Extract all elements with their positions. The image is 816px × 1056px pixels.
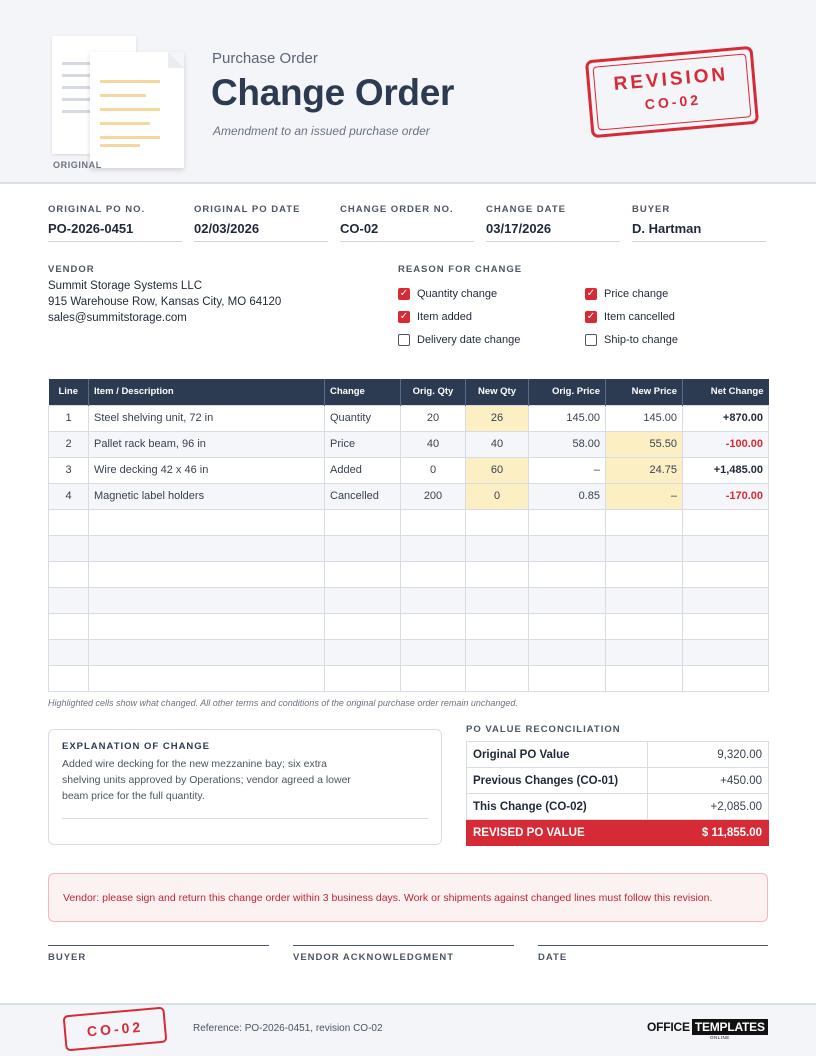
- explanation-divider: [62, 818, 428, 819]
- empty-cell[interactable]: [529, 509, 606, 535]
- reason-option-label: Quantity change: [417, 288, 498, 300]
- empty-cell[interactable]: [529, 613, 606, 639]
- field-value[interactable]: 02/03/2026: [194, 221, 328, 242]
- cell-orig-qty: 40: [401, 431, 466, 457]
- empty-cell[interactable]: [683, 587, 769, 613]
- column-header-change: Change: [325, 379, 401, 405]
- table-row[interactable]: [49, 405, 769, 431]
- vendor-address: 915 Warehouse Row, Kansas City, MO 64120: [48, 296, 282, 308]
- empty-cell[interactable]: [683, 535, 769, 561]
- reconciliation-label: Original PO Value: [467, 742, 648, 768]
- brand-logo-sub: ONLINE: [710, 1035, 730, 1040]
- footer-reference: Reference: PO-2026-0451, revision CO-02: [193, 1023, 383, 1034]
- reason-option-label: Item cancelled: [604, 311, 675, 323]
- reason-option-label: Ship-to change: [604, 334, 678, 346]
- cell-orig-price: –: [529, 457, 606, 483]
- empty-cell[interactable]: [606, 509, 683, 535]
- empty-cell[interactable]: [529, 561, 606, 587]
- empty-cell[interactable]: [529, 535, 606, 561]
- empty-table-row[interactable]: [49, 639, 769, 665]
- empty-cell[interactable]: [89, 587, 325, 613]
- field-original-po-no: [48, 204, 182, 242]
- vendor-label: VENDOR: [48, 264, 95, 275]
- field-label: ORIGINAL PO DATE: [194, 204, 301, 215]
- cell-new-price: 55.50: [606, 431, 683, 457]
- field-original-po-date: [194, 204, 328, 242]
- reason-quantity-change[interactable]: [398, 288, 497, 300]
- document-eyebrow: Purchase Order: [212, 50, 318, 67]
- cell-orig-qty: 20: [401, 405, 466, 431]
- empty-cell[interactable]: [89, 665, 325, 691]
- empty-cell[interactable]: [325, 665, 401, 691]
- reconciliation-value: +2,085.00: [648, 794, 769, 820]
- line-items-table: [48, 379, 769, 692]
- vendor-notice-text: Vendor: please sign and return this change order within 3 business days. Work or shipments against changed lines must follow this revision.: [63, 891, 713, 904]
- cell-change: Added: [325, 457, 401, 483]
- empty-cell[interactable]: [466, 639, 529, 665]
- empty-cell[interactable]: [683, 509, 769, 535]
- empty-cell[interactable]: [401, 613, 466, 639]
- cell-orig-price: 145.00: [529, 405, 606, 431]
- column-header-item: Item / Description: [89, 379, 325, 405]
- revision-stamp: [585, 46, 759, 138]
- column-header-new-price: New Price: [606, 379, 683, 405]
- cell-orig-price: 0.85: [529, 483, 606, 509]
- signature-buyer[interactable]: [48, 945, 269, 963]
- cell-change: Cancelled: [325, 483, 401, 509]
- vendor-name: Summit Storage Systems LLC: [48, 280, 203, 292]
- cell-item: Pallet rack beam, 96 in: [89, 431, 325, 457]
- footer-stamp: CO-02: [63, 1007, 168, 1052]
- brand-logo[interactable]: [647, 1019, 768, 1035]
- table-footnote: Highlighted cells show what changed. All other terms and conditions of the original purchase order remain unchanged.: [48, 698, 518, 708]
- checkbox-checked-icon[interactable]: ✓: [399, 288, 409, 299]
- empty-cell[interactable]: [529, 639, 606, 665]
- reconciliation-label: This Change (CO-02): [467, 794, 648, 820]
- vendor-email[interactable]: sales@summitstorage.com: [48, 312, 187, 324]
- revision-stamp-number: CO-02: [644, 91, 702, 113]
- cell-item: Wire decking 42 x 46 in: [89, 457, 325, 483]
- empty-cell[interactable]: [606, 535, 683, 561]
- field-value[interactable]: CO-02: [340, 221, 474, 242]
- reconciliation-title: PO VALUE RECONCILIATION: [466, 724, 621, 735]
- empty-cell[interactable]: [606, 613, 683, 639]
- empty-cell[interactable]: [49, 535, 89, 561]
- field-label: CHANGE DATE: [486, 204, 566, 215]
- cell-net-change: -100.00: [683, 431, 769, 457]
- signature-vendor[interactable]: [293, 945, 514, 963]
- empty-cell[interactable]: [683, 561, 769, 587]
- empty-cell[interactable]: [89, 509, 325, 535]
- reason-price-change[interactable]: [585, 288, 668, 300]
- empty-cell[interactable]: [325, 587, 401, 613]
- cell-new-qty: 40: [466, 431, 529, 457]
- empty-cell[interactable]: [325, 561, 401, 587]
- reconciliation-row: [467, 768, 769, 794]
- empty-cell[interactable]: [683, 613, 769, 639]
- revision-stamp-title: REVISION: [612, 64, 730, 96]
- empty-table-row[interactable]: [49, 613, 769, 639]
- original-icon-label: ORIGINAL: [53, 160, 102, 170]
- checkbox-checked-icon[interactable]: ✓: [586, 311, 596, 322]
- page-title: Change Order: [211, 72, 455, 113]
- empty-table-row[interactable]: [49, 561, 769, 587]
- field-label: BUYER: [632, 204, 671, 215]
- empty-cell[interactable]: [325, 613, 401, 639]
- reason-item-cancelled[interactable]: [585, 311, 675, 323]
- revised-document-icon: [90, 52, 184, 168]
- checkbox-unchecked-icon[interactable]: [585, 334, 597, 346]
- cell-new-price: 24.75: [606, 457, 683, 483]
- empty-cell[interactable]: [49, 639, 89, 665]
- cell-net-change: +1,485.00: [683, 457, 769, 483]
- reason-item-added[interactable]: [398, 311, 472, 323]
- brand-logo-part2: TEMPLATES: [692, 1019, 768, 1035]
- reason-option-label: Item added: [417, 311, 473, 323]
- reason-option-label: Price change: [604, 288, 669, 300]
- field-label: ORIGINAL PO NO.: [48, 204, 146, 215]
- empty-cell[interactable]: [401, 561, 466, 587]
- empty-cell[interactable]: [606, 587, 683, 613]
- reconciliation-row: [467, 742, 769, 768]
- reconciliation-total-row: [467, 820, 769, 846]
- empty-cell[interactable]: [89, 613, 325, 639]
- empty-rows: [49, 509, 769, 691]
- cell-change: Price: [325, 431, 401, 457]
- checkbox-checked-icon[interactable]: ✓: [399, 311, 409, 322]
- reconciliation-table: [466, 741, 769, 846]
- empty-cell[interactable]: [49, 665, 89, 691]
- empty-cell[interactable]: [466, 535, 529, 561]
- brand-logo-part1: OFFICE: [647, 1020, 690, 1034]
- empty-cell[interactable]: [606, 561, 683, 587]
- empty-cell[interactable]: [49, 509, 89, 535]
- column-header-orig-qty: Orig. Qty: [401, 379, 466, 405]
- empty-cell[interactable]: [401, 587, 466, 613]
- cell-line: 3: [49, 457, 89, 483]
- column-header-orig-price: Orig. Price: [529, 379, 606, 405]
- cell-net-change: +870.00: [683, 405, 769, 431]
- reason-delivery-date-change[interactable]: [398, 334, 520, 346]
- empty-cell[interactable]: [49, 613, 89, 639]
- empty-cell[interactable]: [401, 535, 466, 561]
- empty-cell[interactable]: [466, 665, 529, 691]
- empty-cell[interactable]: [401, 639, 466, 665]
- cell-item: Magnetic label holders: [89, 483, 325, 509]
- page-fold-icon: [168, 52, 184, 68]
- reconciliation-label: Previous Changes (CO-01): [467, 768, 648, 794]
- signature-date[interactable]: [538, 945, 768, 963]
- explanation-text[interactable]: Added wire decking for the new mezzanine bay; six extra shelving units approved by Operations; vendor agreed a lower beam price for the full quantity.: [62, 758, 351, 802]
- cell-item: Steel shelving unit, 72 in: [89, 405, 325, 431]
- empty-cell[interactable]: [683, 665, 769, 691]
- empty-cell[interactable]: [325, 509, 401, 535]
- empty-cell[interactable]: [89, 561, 325, 587]
- empty-table-row[interactable]: [49, 665, 769, 691]
- empty-cell[interactable]: [466, 561, 529, 587]
- empty-cell[interactable]: [606, 665, 683, 691]
- empty-cell[interactable]: [325, 639, 401, 665]
- reason-label: REASON FOR CHANGE: [398, 264, 523, 275]
- empty-cell[interactable]: [325, 535, 401, 561]
- empty-cell[interactable]: [683, 639, 769, 665]
- cell-line: 1: [49, 405, 89, 431]
- cell-new-price: –: [606, 483, 683, 509]
- cell-orig-qty: 0: [401, 457, 466, 483]
- reconciliation-row: [467, 794, 769, 820]
- signature-label: VENDOR ACKNOWLEDGMENT: [293, 952, 455, 963]
- cell-new-qty: 60: [466, 457, 529, 483]
- signature-label: DATE: [538, 952, 568, 963]
- reason-option-label: Delivery date change: [417, 334, 521, 346]
- empty-cell[interactable]: [401, 665, 466, 691]
- checkbox-unchecked-icon[interactable]: [398, 334, 410, 346]
- field-change-date: [486, 204, 620, 242]
- empty-cell[interactable]: [49, 561, 89, 587]
- empty-cell[interactable]: [89, 535, 325, 561]
- field-value[interactable]: PO-2026-0451: [48, 221, 182, 242]
- signature-label: BUYER: [48, 952, 87, 963]
- table-row[interactable]: [49, 431, 769, 457]
- cell-new-qty: 26: [466, 405, 529, 431]
- cell-net-change: -170.00: [683, 483, 769, 509]
- column-header-new-qty: New Qty: [466, 379, 529, 405]
- empty-cell[interactable]: [466, 509, 529, 535]
- page-subtitle: Amendment to an issued purchase order: [213, 124, 430, 138]
- empty-table-row[interactable]: [49, 587, 769, 613]
- cell-change: Quantity: [325, 405, 401, 431]
- cell-new-price: 145.00: [606, 405, 683, 431]
- vendor-notice: [48, 873, 768, 922]
- cell-line: 2: [49, 431, 89, 457]
- cell-orig-price: 58.00: [529, 431, 606, 457]
- empty-cell[interactable]: [49, 587, 89, 613]
- field-label: CHANGE ORDER NO.: [340, 204, 454, 215]
- table-row[interactable]: [49, 483, 769, 509]
- revised-po-label: REVISED PO VALUE: [467, 820, 648, 846]
- cell-line: 4: [49, 483, 89, 509]
- reconciliation-value: +450.00: [648, 768, 769, 794]
- empty-cell[interactable]: [529, 587, 606, 613]
- field-change-order-no: [340, 204, 474, 242]
- empty-cell[interactable]: [606, 639, 683, 665]
- reason-ship-to-change[interactable]: [585, 334, 678, 346]
- field-value[interactable]: D. Hartman: [632, 221, 766, 242]
- cell-orig-qty: 200: [401, 483, 466, 509]
- explanation-title: EXPLANATION OF CHANGE: [62, 741, 211, 752]
- empty-cell[interactable]: [529, 665, 606, 691]
- revised-po-value: $ 11,855.00: [648, 820, 769, 846]
- empty-cell[interactable]: [401, 509, 466, 535]
- table-header-row: [49, 379, 769, 405]
- empty-cell[interactable]: [466, 587, 529, 613]
- empty-table-row[interactable]: [49, 535, 769, 561]
- reconciliation-value: 9,320.00: [648, 742, 769, 768]
- checkbox-checked-icon[interactable]: ✓: [586, 288, 596, 299]
- empty-cell[interactable]: [89, 639, 325, 665]
- empty-cell[interactable]: [466, 613, 529, 639]
- field-value[interactable]: 03/17/2026: [486, 221, 620, 242]
- column-header-line: Line: [49, 379, 89, 405]
- table-row[interactable]: [49, 457, 769, 483]
- cell-new-qty: 0: [466, 483, 529, 509]
- column-header-net-change: Net Change: [683, 379, 769, 405]
- field-buyer: [632, 204, 766, 242]
- empty-table-row[interactable]: [49, 509, 769, 535]
- explanation-box: [48, 729, 442, 845]
